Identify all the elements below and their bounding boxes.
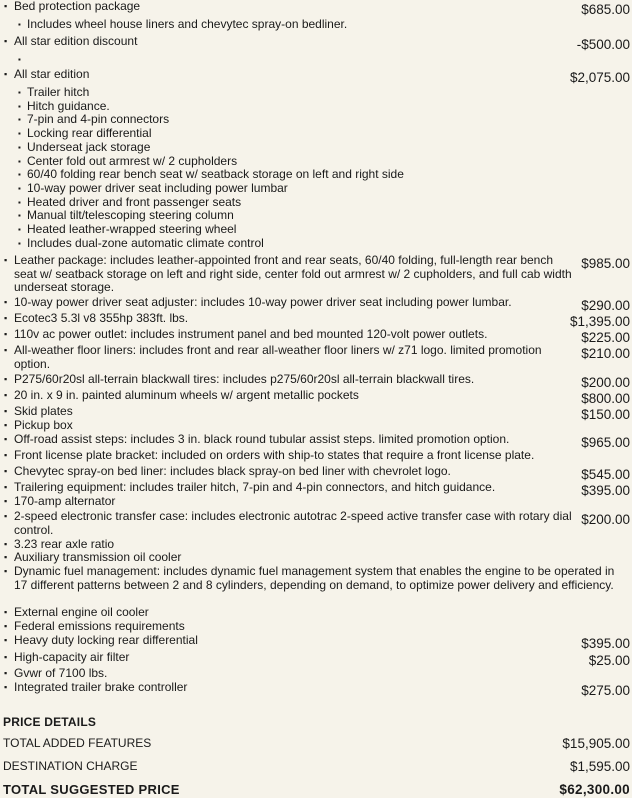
subitem-text: 10-way power driver seat including power lumbar	[27, 180, 288, 195]
sub-bullet-icon: ▪	[18, 20, 21, 29]
subitem	[0, 127, 632, 141]
option-name: Dynamic fuel management: includes dynamic fuel management system that enables the engine to be operated in 17 different patterns between 2 and 8 cylinders, depending on demand, to optimize power delivery and efficiency.	[14, 564, 615, 592]
subitem	[0, 209, 632, 223]
option-item	[0, 254, 632, 295]
option-name: Integrated trailer brake controller	[14, 680, 188, 694]
bullet-icon: ▪	[4, 1, 8, 11]
option-name: Federal emissions requirements	[14, 619, 185, 633]
subitem	[0, 53, 632, 67]
option-price: $395.00	[581, 636, 630, 651]
option-name: Gvwr of 7100 lbs.	[14, 666, 108, 680]
option-item	[0, 68, 632, 250]
option-price: $965.00	[581, 435, 630, 450]
sub-bullet-icon: ▪	[18, 211, 21, 221]
option-item	[0, 449, 632, 463]
subitem-text: 60/40 folding rear bench seat w/ seatback storage on left and right side	[27, 167, 404, 182]
option-item	[0, 495, 632, 509]
bullet-icon: ▪	[4, 69, 8, 79]
option-name: Pickup box	[14, 418, 73, 432]
option-item	[0, 0, 632, 32]
option-price: $1,395.00	[569, 314, 630, 329]
subitem	[0, 100, 632, 114]
subitem-text: Trailer hitch	[27, 85, 90, 99]
option-subitems	[0, 18, 632, 32]
bullet-icon: ▪	[4, 36, 8, 46]
option-name: 170-amp alternator	[14, 494, 116, 508]
option-name: Off-road assist steps: includes 3 in. black round tubular assist steps. limited promotion option.	[14, 432, 510, 446]
option-item	[0, 667, 632, 681]
subitem	[0, 155, 632, 169]
total-added-row	[3, 736, 630, 751]
bullet-icon: ▪	[4, 390, 8, 400]
sub-bullet-icon: ▪	[18, 225, 21, 235]
bullet-icon: ▪	[4, 255, 8, 265]
option-price: $2,075.00	[569, 70, 630, 85]
bullet-icon: ▪	[4, 420, 8, 430]
bullet-icon: ▪	[4, 539, 8, 549]
option-item	[0, 344, 632, 371]
total-label: TOTAL SUGGESTED PRICE	[3, 782, 180, 797]
option-name: Front license plate bracket: included on orders with ship-to states that require a front license plate.	[14, 448, 535, 462]
option-price: $200.00	[581, 512, 630, 527]
subitem-text: 7-pin and 4-pin connectors	[27, 112, 170, 127]
subitem	[0, 113, 632, 127]
option-name: Trailering equipment: includes trailer hitch, 7-pin and 4-pin connectors, and hitch guidance.	[14, 480, 496, 494]
subitem-text: Heated driver and front passenger seats	[27, 194, 242, 209]
option-name: External engine oil cooler	[14, 605, 149, 619]
option-name: Chevytec spray-on bed liner: includes black spray-on bed liner with chevrolet logo.	[14, 464, 451, 478]
option-name: Ecotec3 5.3l v8 355hp 383ft. lbs.	[14, 311, 189, 325]
subitem	[0, 18, 632, 32]
bullet-icon: ▪	[4, 482, 8, 492]
option-item	[0, 510, 632, 537]
sub-bullet-icon: ▪	[18, 156, 21, 166]
option-price: $150.00	[581, 407, 630, 422]
price-details-title: PRICE DETAILS	[3, 715, 97, 729]
bullet-icon: ▪	[4, 406, 8, 416]
option-price: $210.00	[581, 346, 630, 361]
destination-label: DESTINATION CHARGE	[3, 759, 138, 773]
option-name: Heavy duty locking rear differential	[14, 633, 198, 647]
option-name: All-weather floor liners: includes front and rear all-weather floor liners w/ z71 logo. limited promotion option.	[14, 343, 542, 371]
option-price: $685.00	[581, 2, 630, 17]
option-price: $275.00	[581, 683, 630, 698]
option-name: 20 in. x 9 in. painted aluminum wheels w/ argent metallic pockets	[14, 388, 359, 402]
sub-bullet-icon: ▪	[18, 129, 21, 139]
option-name: 2-speed electronic transfer case: includes electronic autotrac 2-speed active transfer case with rotary dial control.	[14, 509, 572, 537]
subitem-text: Heated leather-wrapped steering wheel	[27, 222, 237, 237]
bullet-icon: ▪	[4, 652, 8, 662]
sub-bullet-icon: ▪	[18, 115, 21, 125]
bullet-icon: ▪	[4, 345, 8, 355]
sub-bullet-icon: ▪	[18, 88, 21, 97]
bullet-icon: ▪	[4, 511, 8, 521]
bullet-icon: ▪	[4, 552, 8, 562]
option-price: $395.00	[581, 483, 630, 498]
sub-bullet-icon: ▪	[18, 183, 21, 193]
subitem-text: Locking rear differential	[27, 126, 152, 141]
option-item	[0, 681, 632, 699]
subitem	[0, 86, 632, 100]
subitem-text: Underseat jack storage	[27, 139, 151, 154]
option-subitems	[0, 86, 632, 250]
option-name: All star edition	[14, 67, 90, 81]
bullet-icon: ▪	[4, 566, 8, 576]
subitem	[0, 237, 632, 251]
option-name: 110v ac power outlet: includes instrument panel and bed mounted 120-volt power outlets.	[14, 327, 488, 341]
sub-bullet-icon: ▪	[18, 101, 21, 111]
bullet-icon: ▪	[4, 682, 8, 692]
bullet-icon: ▪	[4, 621, 8, 631]
subitem	[0, 141, 632, 155]
option-item	[0, 551, 632, 565]
option-item	[0, 419, 632, 433]
subitem-text: Manual tilt/telescoping steering column	[27, 208, 234, 223]
subitem-text: Center fold out armrest w/ 2 cupholders	[27, 153, 238, 168]
option-name: Skid plates	[14, 404, 73, 418]
bullet-icon: ▪	[4, 374, 8, 384]
option-item	[0, 620, 632, 634]
option-subitems	[0, 53, 632, 67]
option-name: Bed protection package	[14, 0, 141, 13]
option-item	[0, 35, 632, 67]
option-price: $545.00	[581, 467, 630, 482]
option-name: High-capacity air filter	[14, 650, 130, 664]
option-item	[0, 565, 632, 592]
option-price: $290.00	[581, 298, 630, 313]
subitem	[0, 196, 632, 210]
subitem-text: Hitch guidance.	[27, 98, 110, 113]
option-price: $225.00	[581, 330, 630, 345]
option-name: Leather package: includes leather-appointed front and rear seats, 60/40 folding, full-length rear bench seat w/ seatback storage on left and right side, center fold out armrest w/ 2 cupholders, and full cab width underseat storage.	[14, 253, 572, 295]
option-price: $200.00	[581, 375, 630, 390]
sub-bullet-icon: ▪	[18, 197, 21, 207]
option-price: $25.00	[588, 653, 630, 668]
bullet-icon: ▪	[4, 635, 8, 645]
subitem	[0, 223, 632, 237]
option-name: 10-way power driver seat adjuster: includes 10-way power driver seat including power lumbar.	[14, 295, 512, 309]
bullet-icon: ▪	[4, 607, 8, 617]
subitem	[0, 182, 632, 196]
bullet-icon: ▪	[4, 329, 8, 339]
destination-value: $1,595.00	[569, 759, 630, 774]
destination-row	[3, 759, 630, 774]
option-name: All star edition discount	[14, 34, 138, 48]
bullet-icon: ▪	[4, 450, 8, 460]
sub-bullet-icon: ▪	[18, 170, 21, 180]
bullet-icon: ▪	[4, 297, 8, 307]
bullet-icon: ▪	[4, 466, 8, 476]
bullet-icon: ▪	[4, 434, 8, 444]
total-added-label: TOTAL ADDED FEATURES	[3, 736, 152, 750]
option-name: P275/60r20sl all-terrain blackwall tires: includes p275/60r20sl all-terrain blackwall tires.	[14, 372, 475, 386]
option-price: $800.00	[581, 391, 630, 406]
subitem	[0, 168, 632, 182]
option-item	[0, 606, 632, 620]
sub-bullet-icon: ▪	[18, 142, 21, 152]
option-name: Auxiliary transmission oil cooler	[14, 550, 182, 564]
total-row	[3, 782, 630, 797]
option-price: -$500.00	[576, 37, 630, 52]
total-value: $62,300.00	[559, 782, 630, 797]
sub-bullet-icon: ▪	[18, 238, 21, 248]
bullet-icon: ▪	[4, 668, 8, 678]
subitem-text: Includes dual-zone automatic climate control	[27, 235, 264, 250]
option-name: 3.23 rear axle ratio	[14, 537, 115, 551]
option-price: $985.00	[581, 256, 630, 271]
bullet-icon: ▪	[4, 496, 8, 506]
subitem-text: Includes wheel house liners and chevytec spray-on bedliner.	[27, 17, 348, 31]
bullet-icon: ▪	[4, 313, 8, 323]
total-added-value: $15,905.00	[562, 736, 630, 751]
sub-bullet-icon: ▪	[18, 55, 21, 64]
